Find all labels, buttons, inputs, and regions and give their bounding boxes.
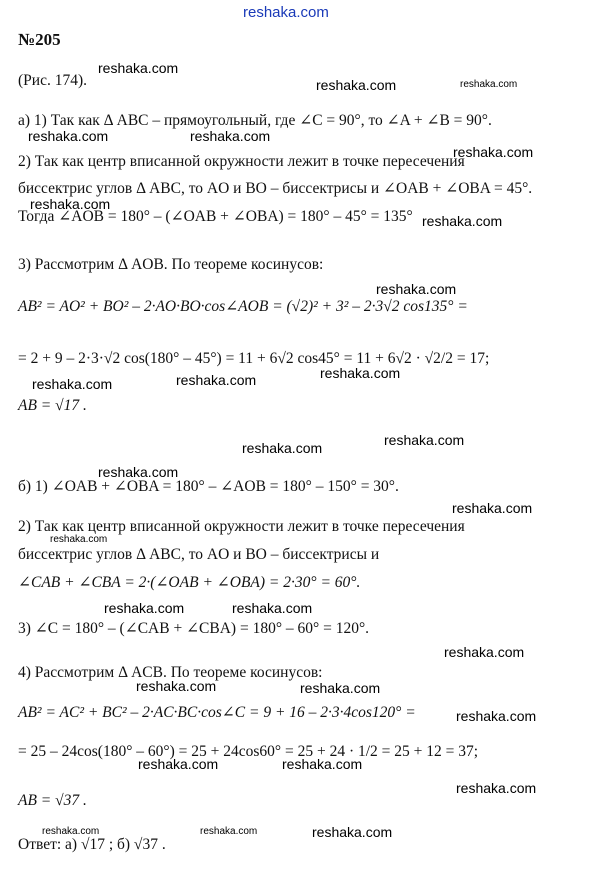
site-header-link[interactable]: reshaka.com (243, 4, 329, 21)
watermark: reshaka.com (104, 600, 185, 616)
line-a2-cont: биссектрис углов Δ ABC, то AO и BO – биссектрисы и ∠OAB + ∠OBA = 45°. (18, 180, 533, 197)
watermark: reshaka.com (242, 440, 323, 456)
watermark: reshaka.com (453, 144, 534, 160)
watermark: reshaka.com (422, 213, 503, 229)
watermark: reshaka.com (28, 128, 109, 144)
line-a2: 2) Так как центр вписанной окружности лежит в точке пересечения (18, 153, 465, 170)
watermark: reshaka.com (176, 372, 257, 388)
watermark: reshaka.com (376, 281, 457, 297)
line-a1: а) 1) Так как Δ ABC – прямоугольный, где ∠C = 90°, то ∠A + ∠B = 90°. (18, 112, 492, 129)
watermark: reshaka.com (316, 77, 397, 93)
watermark: reshaka.com (30, 196, 111, 212)
watermark: reshaka.com (384, 432, 465, 448)
line-b2: 2) Так как центр вписанной окружности лежит в точке пересечения (18, 518, 465, 535)
watermark: reshaka.com (136, 678, 217, 694)
line-b4-cosine-law: AB² = AC² + BC² – 2·AC·BC·cos∠C = 9 + 16 – 2·3·4cos120° = (18, 704, 416, 721)
watermark: reshaka.com (460, 79, 518, 90)
line-a3-calc: = 2 + 9 – 2·3·√2 cos(180° – 45°) = 11 + 6√2 cos45° = 11 + 6√2 · √2/2 = 17; (18, 350, 490, 367)
line-b3: 3) ∠C = 180° – (∠CAB + ∠CBA) = 180° – 60° = 120°. (18, 620, 370, 637)
watermark: reshaka.com (312, 824, 393, 840)
line-b4: 4) Рассмотрим Δ ACB. По теореме косинусов: (18, 664, 323, 681)
line-a2-then: Тогда ∠AOB = 180° – (∠OAB + ∠OBA) = 180° – 45° = 135° (18, 208, 413, 225)
watermark: reshaka.com (232, 600, 313, 616)
line-a-result: AB = √17 . (18, 397, 87, 414)
problem-number: №205 (18, 30, 61, 49)
watermark: reshaka.com (300, 680, 381, 696)
watermark: reshaka.com (50, 534, 108, 545)
line-b2-sum: ∠CAB + ∠CBA = 2·(∠OAB + ∠OBA) = 2·30° = 60°. (18, 574, 361, 591)
watermark: reshaka.com (282, 756, 363, 772)
watermark: reshaka.com (456, 780, 537, 796)
watermark: reshaka.com (320, 365, 401, 381)
watermark: reshaka.com (452, 500, 533, 516)
watermark: reshaka.com (138, 756, 219, 772)
watermark: reshaka.com (98, 60, 179, 76)
watermark: reshaka.com (444, 644, 525, 660)
line-b-result: AB = √37 . (18, 792, 87, 809)
line-answer: Ответ: а) √17 ; б) √37 . (18, 836, 166, 853)
watermark: reshaka.com (98, 464, 179, 480)
line-a3-cosine-law: AB² = AO² + BO² – 2·AO·BO·cos∠AOB = (√2)² + 3² – 2·3√2 cos135° = (18, 298, 468, 315)
watermark: reshaka.com (190, 128, 271, 144)
line-b4-calc: = 25 – 24cos(180° – 60°) = 25 + 24cos60° = 25 + 24 · 1/2 = 25 + 12 = 37; (18, 743, 479, 760)
line-a3: 3) Рассмотрим Δ AOB. По теореме косинусов: (18, 256, 324, 273)
watermark: reshaka.com (32, 376, 113, 392)
line-figure-ref: (Рис. 174). (18, 72, 87, 89)
line-b2-cont: биссектрис углов Δ ABC, то AO и BO – биссектрисы и (18, 546, 380, 563)
watermark: reshaka.com (456, 708, 537, 724)
line-b1: б) 1) ∠OAB + ∠OBA = 180° – ∠AOB = 180° – 150° = 30°. (18, 478, 399, 495)
watermark: reshaka.com (42, 826, 100, 837)
watermark: reshaka.com (200, 826, 258, 837)
